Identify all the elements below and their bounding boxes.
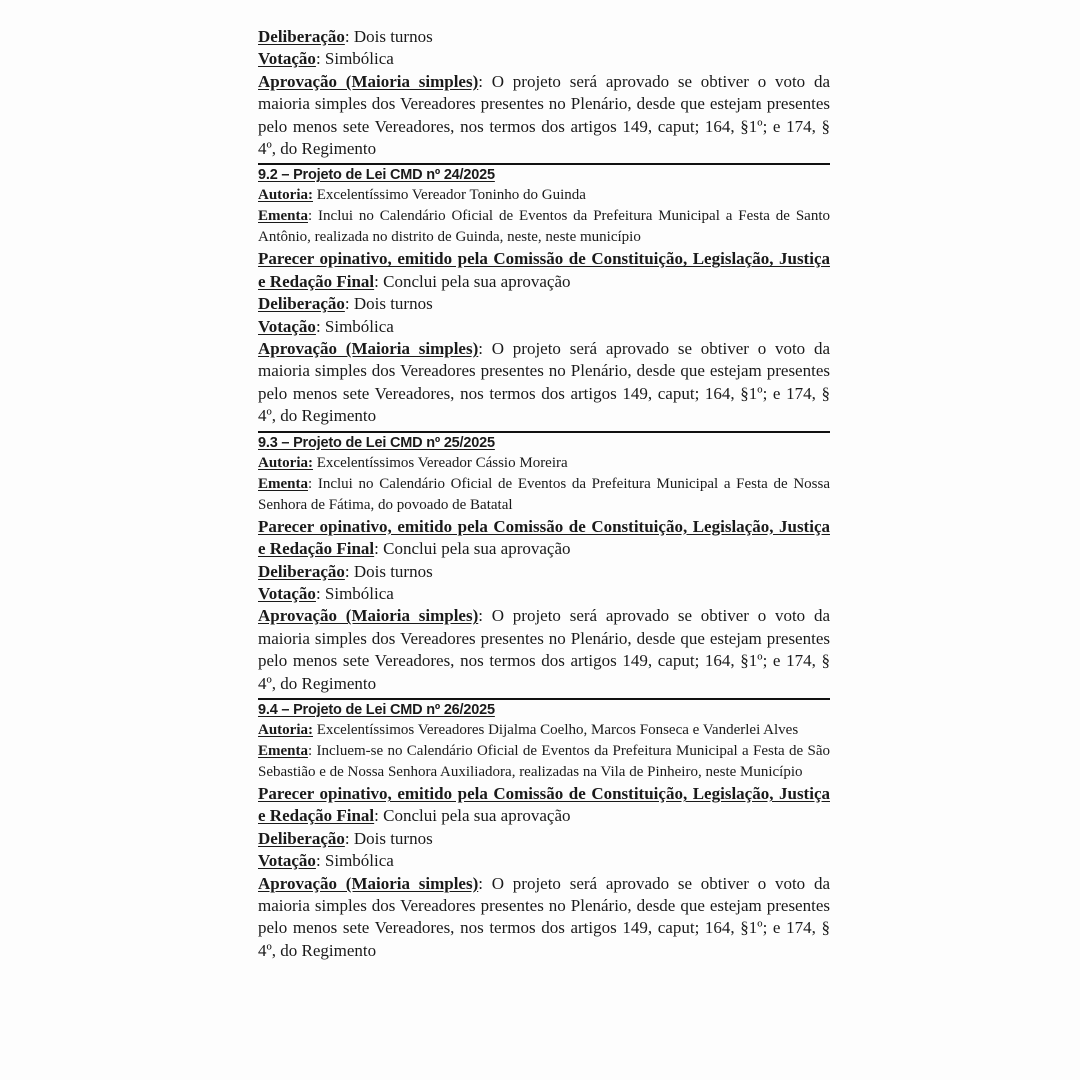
autoria-value: Excelentíssimos Vereador Cássio Moreira bbox=[313, 454, 568, 471]
aprovacao-label: Aprovação (Maioria simples) bbox=[258, 606, 479, 626]
ementa-line bbox=[258, 474, 830, 516]
autoria-line bbox=[258, 185, 830, 206]
parecer-value: : Conclui pela sua aprovação bbox=[374, 806, 571, 826]
parecer-value: : Conclui pela sua aprovação bbox=[374, 271, 571, 291]
ementa-label: Ementa bbox=[258, 742, 308, 759]
autoria-value: Excelentíssimo Vereador Toninho do Guinda bbox=[313, 187, 586, 204]
autoria-label: Autoria: bbox=[258, 721, 313, 738]
ementa-label: Ementa bbox=[258, 208, 308, 225]
votacao-value: : Simbólica bbox=[315, 583, 394, 603]
aprovacao-text: : O projeto será aprovado se obtiver o voto da maioria simples dos Vereadores presentes no Plenário, desde que estejam presentes pelo menos sete Vereadores, nos termos dos artigos 149, caput; 164, §1º; e 174, § 4º, do Regimento bbox=[258, 606, 830, 693]
aprovacao-line bbox=[258, 338, 830, 428]
deliberacao-line bbox=[258, 293, 830, 315]
ementa-line bbox=[258, 741, 830, 783]
aprovacao-label: Aprovação (Maioria simples) bbox=[258, 71, 479, 91]
parecer-value: : Conclui pela sua aprovação bbox=[374, 539, 571, 559]
parecer-line bbox=[258, 783, 830, 828]
ementa-value: : Inclui no Calendário Oficial de Eventos da Prefeitura Municipal a Festa de Santo Antônio, realizada no distrito de Guinda, neste, neste município bbox=[258, 208, 830, 246]
aprovacao-text: : O projeto será aprovado se obtiver o voto da maioria simples dos Vereadores presentes no Plenário, desde que estejam presentes pelo menos sete Vereadores, nos termos dos artigos 149, caput; 164, §1º; e 174, § 4º, do Regimento bbox=[258, 71, 830, 159]
votacao-line bbox=[258, 850, 830, 872]
deliberacao-label: Deliberação bbox=[258, 828, 345, 848]
autoria-value: Excelentíssimos Vereadores Dijalma Coelho, Marcos Fonseca e Vanderlei Alves bbox=[313, 721, 799, 738]
votacao-line bbox=[258, 583, 830, 605]
aprovacao-line bbox=[258, 873, 830, 963]
document-content bbox=[258, 26, 830, 962]
votacao-label: Votação bbox=[258, 851, 316, 871]
ementa-line bbox=[258, 206, 830, 248]
autoria-label: Autoria: bbox=[258, 187, 313, 204]
autoria-line bbox=[258, 453, 830, 474]
aprovacao-label: Aprovação (Maioria simples) bbox=[258, 339, 479, 359]
votacao-line bbox=[258, 316, 830, 338]
deliberacao-line bbox=[258, 828, 830, 850]
section-9-4 bbox=[258, 698, 830, 962]
autoria-label: Autoria: bbox=[258, 454, 313, 471]
votacao-value: : Simbólica bbox=[315, 49, 394, 69]
top-aprovacao bbox=[258, 71, 830, 161]
top-deliberacao bbox=[258, 26, 830, 48]
deliberacao-value: : Dois turnos bbox=[344, 828, 433, 848]
deliberacao-label: Deliberação bbox=[258, 561, 345, 581]
parecer-line bbox=[258, 248, 830, 293]
votacao-label: Votação bbox=[258, 49, 316, 69]
ementa-label: Ementa bbox=[258, 475, 308, 492]
votacao-value: : Simbólica bbox=[315, 316, 394, 336]
top-block bbox=[258, 26, 830, 160]
aprovacao-text: : O projeto será aprovado se obtiver o voto da maioria simples dos Vereadores presentes no Plenário, desde que estejam presentes pelo menos sete Vereadores, nos termos dos artigos 149, caput; 164, §1º; e 174, § 4º, do Regimento bbox=[258, 873, 830, 960]
parecer-label: Parecer opinativo, emitido pela Comissão de Constituição, Legislação, Justiça e Redação Final bbox=[258, 249, 830, 291]
parecer-label: Parecer opinativo, emitido pela Comissão de Constituição, Legislação, Justiça e Redação Final bbox=[258, 516, 830, 559]
votacao-label: Votação bbox=[258, 316, 316, 336]
section-heading: 9.4 – Projeto de Lei CMD nº 26/2025 bbox=[258, 698, 830, 720]
votacao-value: : Simbólica bbox=[315, 851, 394, 871]
deliberacao-value: : Dois turnos bbox=[344, 294, 433, 314]
aprovacao-text: : O projeto será aprovado se obtiver o voto da maioria simples dos Vereadores presentes no Plenário, desde que estejam presentes pelo menos sete Vereadores, nos termos dos artigos 149, caput; 164, §1º; e 174, § 4º, do Regimento bbox=[258, 339, 830, 426]
parecer-label: Parecer opinativo, emitido pela Comissão de Constituição, Legislação, Justiça e Redação Final bbox=[258, 783, 830, 826]
deliberacao-label: Deliberação bbox=[258, 27, 345, 46]
deliberacao-line bbox=[258, 561, 830, 583]
section-heading: 9.2 – Projeto de Lei CMD nº 24/2025 bbox=[258, 163, 830, 185]
section-9-2 bbox=[258, 163, 830, 427]
aprovacao-label: Aprovação (Maioria simples) bbox=[258, 873, 479, 893]
aprovacao-line bbox=[258, 605, 830, 695]
top-votacao bbox=[258, 48, 830, 70]
section-9-3 bbox=[258, 431, 830, 695]
ementa-value: : Inclui no Calendário Oficial de Eventos da Prefeitura Municipal a Festa de Nossa Senhora de Fátima, do povoado de Batatal bbox=[258, 475, 830, 513]
parecer-line bbox=[258, 516, 830, 561]
ementa-value: : Incluem-se no Calendário Oficial de Eventos da Prefeitura Municipal a Festa de São Sebastião e de Nossa Senhora Auxiliadora, realizadas na Vila de Pinheiro, neste Município bbox=[258, 742, 830, 780]
deliberacao-value: : Dois turnos bbox=[344, 561, 433, 581]
deliberacao-value: : Dois turnos bbox=[344, 27, 433, 46]
autoria-line bbox=[258, 720, 830, 741]
deliberacao-label: Deliberação bbox=[258, 294, 345, 314]
votacao-label: Votação bbox=[258, 583, 316, 603]
section-heading: 9.3 – Projeto de Lei CMD nº 25/2025 bbox=[258, 431, 830, 453]
